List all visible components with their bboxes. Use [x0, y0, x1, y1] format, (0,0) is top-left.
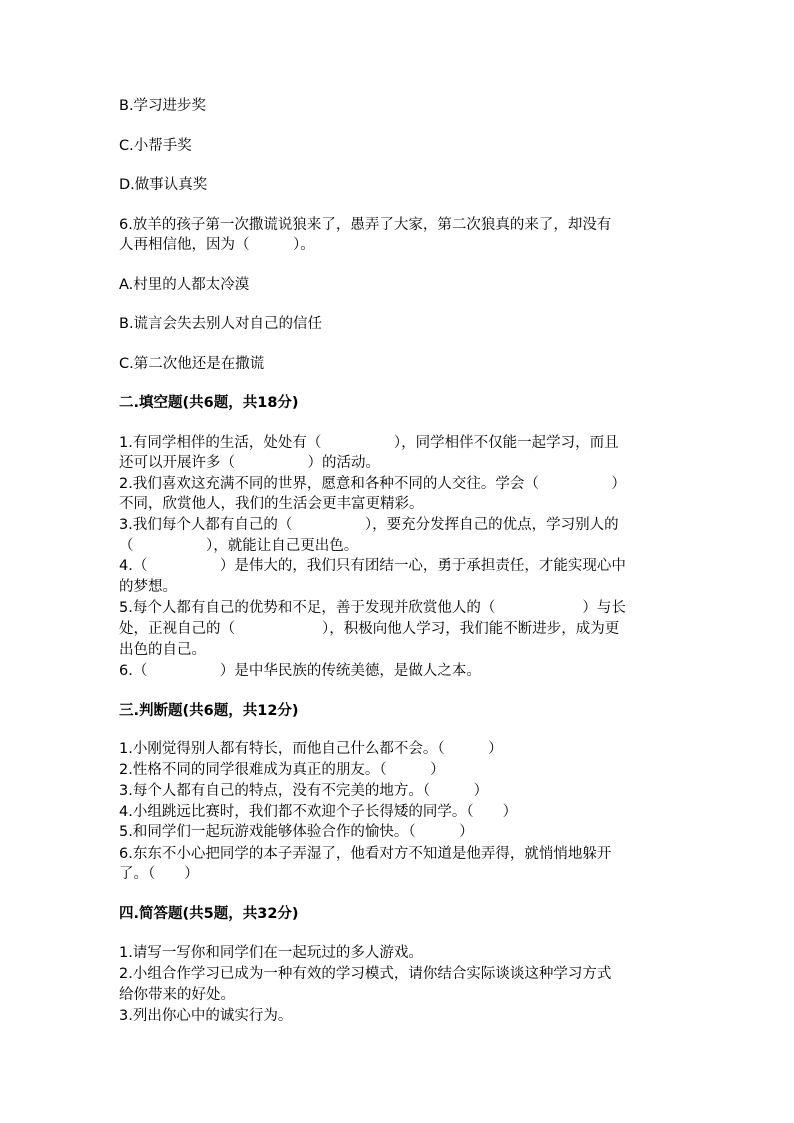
short-answer-line: 2.小组合作学习已成为一种有效的学习模式，请你结合实际谈谈这种学习方式	[119, 966, 612, 982]
true-false-line: 了。（ ）	[119, 866, 199, 882]
question-6-option-b: B.谎言会失去别人对自己的信任	[119, 316, 323, 332]
choice-d: D.做事认真奖	[119, 177, 208, 193]
true-false-line: 5.和同学们一起玩游戏能够体验合作的愉快。（ ）	[119, 824, 474, 840]
question-6-line-2: 人再相信他，因为（ ）。	[119, 237, 315, 253]
section-heading-fill-blank: 二.填空题(共6题，共18分)	[119, 395, 299, 411]
choice-b: B.学习进步奖	[119, 98, 207, 114]
true-false-line: 1.小刚觉得别人都有特长，而他自己什么都不会。（ ）	[119, 741, 503, 757]
fill-blank-line: 4.（ ）是伟大的，我们只有团结一心，勇于承担责任，才能实现心中	[119, 558, 626, 574]
fill-blank-line: 1.有同学相伴的生活，处处有（ ），同学相伴不仅能一起学习，而且	[119, 435, 619, 451]
short-answer-line: 给你带来的好处。	[119, 987, 235, 1003]
section-heading-short-answer: 四.简答题(共5题，共32分)	[119, 906, 299, 922]
question-6-option-a: A.村里的人都太冷漠	[119, 277, 250, 293]
fill-blank-line: 不同，欣赏他人，我们的生活会更丰富更精彩。	[119, 496, 424, 512]
fill-blank-line: 6.（ ）是中华民族的传统美德，是做人之本。	[119, 663, 481, 679]
true-false-line: 4.小组跳远比赛时，我们都不欢迎个子长得矮的同学。（ ）	[119, 804, 518, 820]
fill-blank-line: 3.我们每个人都有自己的（ ），要充分发挥自己的优点，学习别人的	[119, 517, 619, 533]
section-heading-true-false: 三.判断题(共6题，共12分)	[119, 703, 299, 719]
fill-blank-line: 2.我们喜欢这充满不同的世界，愿意和各种不同的人交往。学会（ ）	[119, 476, 626, 492]
true-false-line: 6.东东不小心把同学的本子弄湿了，他看对方不知道是他弄得，就悄悄地躲开	[119, 846, 612, 862]
short-answer-line: 1.请写一写你和同学们在一起玩过的多人游戏。	[119, 945, 423, 961]
fill-blank-line: 5.每个人都有自己的优势和不足，善于发现并欣赏他人的（ ）与长	[119, 600, 626, 616]
fill-blank-line: 还可以开展许多（ ）的活动。	[119, 455, 380, 471]
short-answer-line: 3.列出你心中的诚实行为。	[119, 1008, 293, 1024]
true-false-line: 3.每个人都有自己的特点，没有不完美的地方。（ ）	[119, 783, 489, 799]
fill-blank-line: 出色的自己。	[119, 642, 206, 658]
choice-c: C.小帮手奖	[119, 138, 192, 154]
question-6-line-1: 6.放羊的孩子第一次撒谎说狼来了，愚弄了大家，第二次狼真的来了，却没有	[119, 217, 612, 233]
fill-blank-line: 的梦想。	[119, 579, 177, 595]
fill-blank-line: 处，正视自己的（ ），积极向他人学习，我们能不断进步，成为更	[119, 621, 620, 637]
question-6-option-c: C.第二次他还是在撒谎	[119, 356, 265, 372]
fill-blank-line: （ ），就能让自己更出色。	[119, 538, 359, 554]
true-false-line: 2.性格不同的同学很难成为真正的朋友。（ ）	[119, 762, 445, 778]
